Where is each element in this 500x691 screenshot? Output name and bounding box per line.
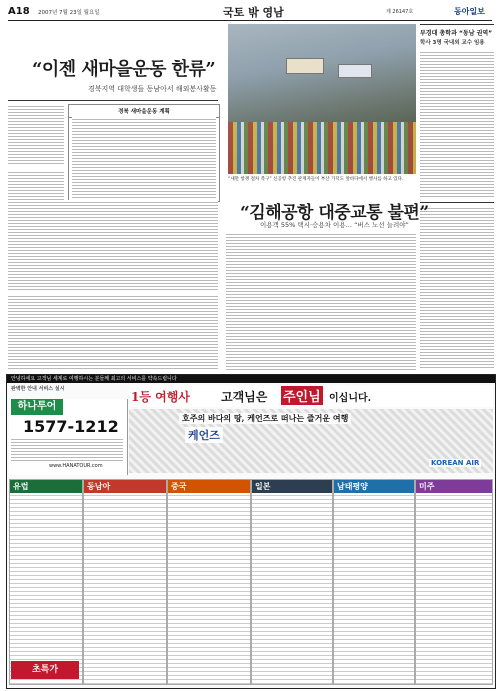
divider [420,202,494,203]
divider [8,100,218,101]
airline-logo: KOREAN AIR [431,459,480,467]
main-headline: “이젠 새마을운동 한류” [32,59,216,80]
info-table-rows [72,117,216,198]
ad-service-tag: 완벽한 안내 서비스 실시 [11,386,65,392]
ad-banner [129,385,493,407]
ad-top-text: 안녕하세요 고객님 세계로 여행하시는 분들께 최고의 서비스를 약속드립니다 [11,376,177,382]
pinwheels [228,122,416,174]
hanatour-logo: 하나투어 [11,399,63,415]
publisher-logo: 동아일보 [454,7,485,16]
hanatour-website[interactable]: www.HANATOUR.com [49,463,103,469]
issue-date: 2007년 7월 23일 월요일 [38,10,100,16]
package-label: 남태평양 [334,480,414,493]
article-body-columns [8,200,218,290]
ad-subhead: 호주의 바다의 땅, 케언즈로 떠나는 즐거운 여행 [179,413,351,424]
package-column-south-pacific [333,479,415,685]
page-header [8,4,492,21]
package-column-americas [415,479,493,685]
info-table [68,104,220,202]
right-article-body [420,206,494,370]
section-title: 국토 밖 영남 [223,6,284,19]
photo-caption: “새만 항쟁 절차 촉구” 신공항 추진 관계자들이 부산 가덕도 앞바다에서 행사를 하고 있다. [228,177,404,182]
second-headline: “김해공항 대중교통 불편” [240,203,429,223]
issue-number: 제 26147호 [386,9,414,15]
article-body-column [8,104,64,164]
ad-package-grid [9,479,493,685]
page-number: A18 [8,6,30,17]
divider [420,24,494,25]
protest-banner [286,58,324,74]
news-photo [228,24,416,174]
hanatour-details [11,437,123,461]
hanatour-phone: 1577-1212 [23,417,119,436]
package-label: 동남아 [84,480,166,493]
special-price-badge: 초특가 [11,661,79,679]
main-subheadline: 경북지역 대학생들 동남아서 해외봉사활동 [88,85,217,93]
protest-sign [338,64,372,78]
right-headline: 부경대 총학과 “동남 권역” [420,30,493,37]
package-column-china [167,479,251,685]
package-column-europe [9,479,83,685]
second-subheadline: 이용객 55% 택시·승용차 이용… “버스 노선 늘려야” [260,221,409,229]
package-label: 일본 [252,480,332,493]
package-label: 유럽 [10,480,82,493]
slogan-left: 고객님은 [221,390,268,404]
ad-destination: 케언즈 [185,427,223,443]
slogan-highlight: 주인님 [281,386,323,405]
ad-photo-collage [129,409,493,473]
right-article-body [420,50,494,198]
right-subheadline: 학사 3명 국내외 교수 임용 [420,40,485,46]
slogan-right: 이십니다. [329,393,372,404]
package-label: 미주 [416,480,492,493]
package-column-japan [251,479,333,685]
package-column-southeast-asia [83,479,167,685]
rank-text: 1등 여행사 [131,390,190,404]
hanatour-block [9,399,128,475]
package-label: 중국 [168,480,250,493]
second-article-body [226,232,416,370]
info-table-title: 경북 새마을운동 계획 [69,105,219,118]
ad-top-strip [7,375,495,383]
article-body-columns [8,294,218,370]
advertisement [6,374,496,689]
